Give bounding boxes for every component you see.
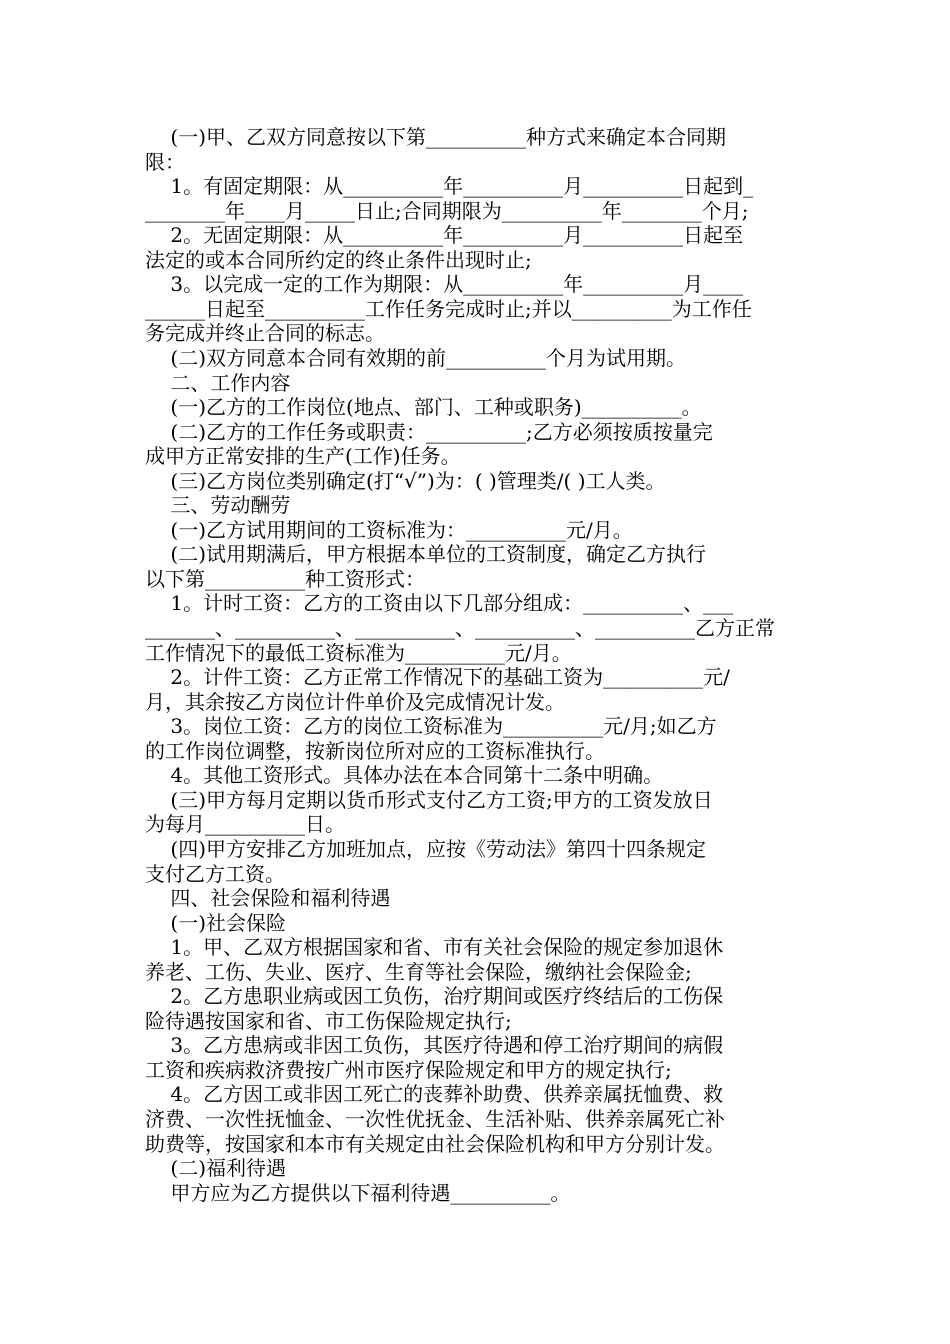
text-line: ______日起至__________工作任务完成时止;并以__________为工作任 (145, 296, 752, 321)
text-line: 2。乙方患职业病或因工负伤，治疗期间或医疗终结后的工伤保 (145, 984, 724, 1009)
text-line: 1。有固定期限：从__________年__________月__________日起到_ (145, 174, 754, 199)
text-line: 3。以完成一定的工作为期限：从__________年__________月____ (145, 272, 744, 297)
text-line: 四、社会保险和福利待遇 (145, 886, 391, 911)
text-line: (一)乙方的工作岗位(地点、部门、工种或职务)__________。 (145, 395, 702, 420)
text-line: (二)试用期满后，甲方根据本单位的工资制度，确定乙方执行 (145, 542, 707, 567)
text-line: 二、工作内容 (145, 370, 291, 395)
text-line: 为每月__________日。 (145, 812, 345, 837)
text-line: 4。乙方因工或非因工死亡的丧葬补助费、供养亲属抚恤费、救 (145, 1082, 724, 1107)
text-line: (三)乙方岗位类别确定(打“√”)为：( )管理类/( )工人类。 (145, 468, 666, 493)
text-line: 2。计件工资：乙方正常工作情况下的基础工资为__________元/ (145, 665, 730, 690)
text-line: 1。计时工资：乙方的工资由以下几部分组成：__________、___ (145, 591, 734, 616)
text-line: 2。无固定期限：从__________年__________月__________日起至 (145, 223, 744, 248)
text-line: (一)社会保险 (145, 910, 287, 935)
text-line: 月，其余按乙方岗位计件单价及完成情况计发。 (145, 689, 565, 714)
text-line: (一)乙方试用期间的工资标准为：__________元/月。 (145, 517, 633, 542)
text-line: 1。甲、乙双方根据国家和省、市有关社会保险的规定参加退休 (145, 935, 724, 960)
text-line: 3。乙方患病或非因工负伤，其医疗待遇和停工治疗期间的病假 (145, 1033, 724, 1058)
text-line: (二)双方同意本合同有效期的前__________个月为试用期。 (145, 345, 687, 370)
text-line: 3。岗位工资：乙方的岗位工资标准为__________元/月;如乙方 (145, 714, 717, 739)
text-line: 法定的或本合同所约定的终止条件出现时止; (145, 247, 532, 272)
text-line: 甲方应为乙方提供以下福利待遇__________。 (145, 1180, 571, 1205)
text-line: 三、劳动酬劳 (145, 493, 291, 518)
text-line: 4。其他工资形式。具体办法在本合同第十二条中明确。 (145, 763, 664, 788)
text-line: (三)甲方每月定期以货币形式支付乙方工资;甲方的工资发放日 (145, 787, 713, 812)
text-line: 险待遇按国家和省、市工伤保险规定执行; (145, 1008, 512, 1033)
text-line: (二)乙方的工作任务或职责：__________;乙方必须按质按量完 (145, 419, 713, 444)
text-line: (四)甲方安排乙方加班加点，应按《劳动法》第四十四条规定 (145, 836, 707, 861)
text-line: (二)福利待遇 (145, 1156, 287, 1181)
text-line: 限： (145, 149, 185, 174)
text-line: 成甲方正常安排的生产(工作)任务。 (145, 444, 461, 469)
text-line: 支付乙方工资。 (145, 861, 285, 886)
text-line: ________年____月_____日止;合同期限为__________年________个月; (145, 198, 749, 223)
text-line: 务完成并终止合同的标志。 (145, 321, 385, 346)
text-line: 济费、一次性抚恤金、一次性优抚金、生活补贴、供养亲属死亡补 (145, 1107, 725, 1131)
text-line: 工资和疾病救济费按广州市医疗保险规定和甲方的规定执行; (145, 1057, 672, 1082)
text-line: 助费等，按国家和本市有关规定由社会保险机构和甲方分别计发。 (145, 1131, 725, 1156)
text-line: 的工作岗位调整，按新岗位所对应的工资标准执行。 (145, 738, 605, 763)
text-line: 工作情况下的最低工资标准为__________元/月。 (145, 640, 572, 665)
text-line: 以下第__________种工资形式： (145, 566, 425, 591)
text-line: _______、__________、__________、__________、__________乙方正常 (145, 616, 775, 640)
text-line: 养老、工伤、失业、医疗、生育等社会保险，缴纳社会保险金; (145, 959, 692, 984)
text-line: (一)甲、乙双方同意按以下第__________种方式来确定本合同期 (145, 125, 727, 149)
